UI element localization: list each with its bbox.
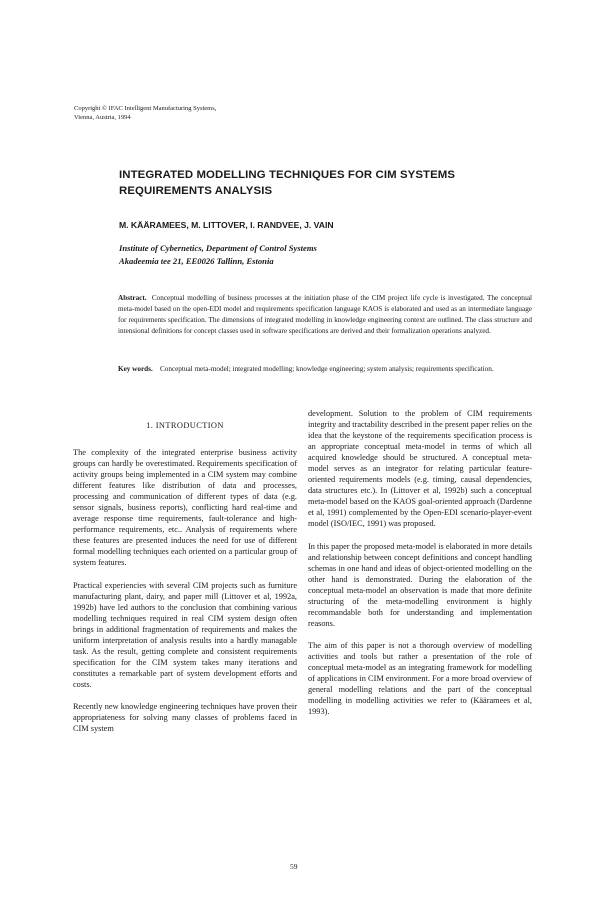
affiliation-institute: Institute of Cybernetics, Department of Control Systems (119, 243, 317, 253)
paragraph: The complexity of the integrated enterprise business activity groups can hardly be overestimated. Requirements specification of activity groups being implemented in a CIM system may combine different features like distribution of data and processes, processing and communication of different types of data (e.g. sensor signals, business reports), conflicting hard real-time and average response time requirements, fault-tolerance and high-performance requirements, etc.. Analysis of requirements where these features are presented induces the need for use of different formal modelling techniques each oriented on a particular group of system features. (73, 448, 297, 568)
copyright-line: Copyright © IFAC Intelligent Manufacturing Systems, (74, 105, 217, 112)
author-list: M. KÄÄRAMEES, M. LITTOVER, I. RANDVEE, J. VAIN (119, 220, 334, 230)
abstract (118, 293, 532, 337)
paragraph: In this paper the proposed meta-model is elaborated in more details and relationship between concept definitions and concept handling schemas in one hand and ideas of object-oriented modelling on the other hand is demonstrated. During the elaboration of the conceptual meta-model an observation is made that more definite structuring of the meta-modelling environment is highly recommandable both for understanding and implementation reasons. (308, 541, 532, 628)
affiliation (119, 242, 539, 267)
page-number: 59 (290, 862, 298, 871)
abstract-text: Conceptual modelling of business processes at the initiation phase of the CIM project life cycle is investigated. The conceptual meta-model based on the open-EDI model and requirements specification language KAOS is elaborated and used as an intermediate language for requirements specification. The dimensions of integrated modelling in knowledge engineering context are outlined. The class structure and intensional definitions for concept classes used in software specifications are derived and their formalization operations analyzed. (118, 294, 533, 336)
paragraph: Recently new knowledge engineering techniques have proven their appropriateness for solving many classes of problems faced in CIM system (73, 701, 297, 734)
keywords-label: Key words. (118, 365, 153, 373)
affiliation-address: Akadeemia tee 21, EE0026 Tallinn, Estonia (119, 255, 274, 266)
venue-line: Vienna, Austria, 1994 (74, 113, 131, 121)
left-column (73, 408, 297, 745)
paragraph: development. Solution to the problem of CIM requirements integrity and tractability described in the present paper relies on the idea that the keystone of the requirements specification process is an appropriate conceptual meta-model in terms of which all acquired knowledge should be structured. A conceptual meta-model serves as an integrator for relating particular feature-oriented requirements models (e.g. timing, causal dependencies, data structures etc.). In (Littover et al, 1992b) such a conceptual meta-model based on the KAOS goal-oriented approach (Dardenne et al, 1991) complemented by the Open-EDI scenario-player-event model (ISO/IEC, 1991) was proposed. (308, 409, 532, 529)
section-heading-introduction: 1. INTRODUCTION (146, 421, 224, 430)
paper-title: INTEGRATED MODELLING TECHNIQUES FOR CIM SYSTEMS REQUIREMENTS ANALYSIS (119, 169, 456, 197)
keywords-text: Conceptual meta-model; integrated modelling; knowledge engineering; system analysis; requirements specification. (159, 365, 494, 373)
copyright-notice (74, 105, 334, 122)
paragraph: The aim of this paper is not a thorough overview of modelling activities and tools but rather a presentation of the role of conceptual meta-model as an integrating framework for modelling of applications in CIM environment. For a more broad overview of general modelling relations and the part of the conceptual modelling in modelling activities we refer to (Kääramees et al, 1993). (308, 640, 532, 717)
keywords (118, 364, 532, 375)
abstract-label: Abstract. (118, 294, 147, 302)
paragraph: Practical experiencies with several CIM projects such as furniture manufacturing plant, dairy, and paper mill (Littover et al, 1992a, 1992b) have led authors to the conclusion that combining various modelling techniques required in real CIM system design often brings in additional fragmentation of requirements and makes the uniform interpretation of analysis results into a hardly managable task. As the result, getting complete and consistent requirements specification for the CIM system takes many iterations and constitutes a remarkable part of system development efforts and costs. (73, 580, 297, 689)
right-column (308, 408, 532, 728)
